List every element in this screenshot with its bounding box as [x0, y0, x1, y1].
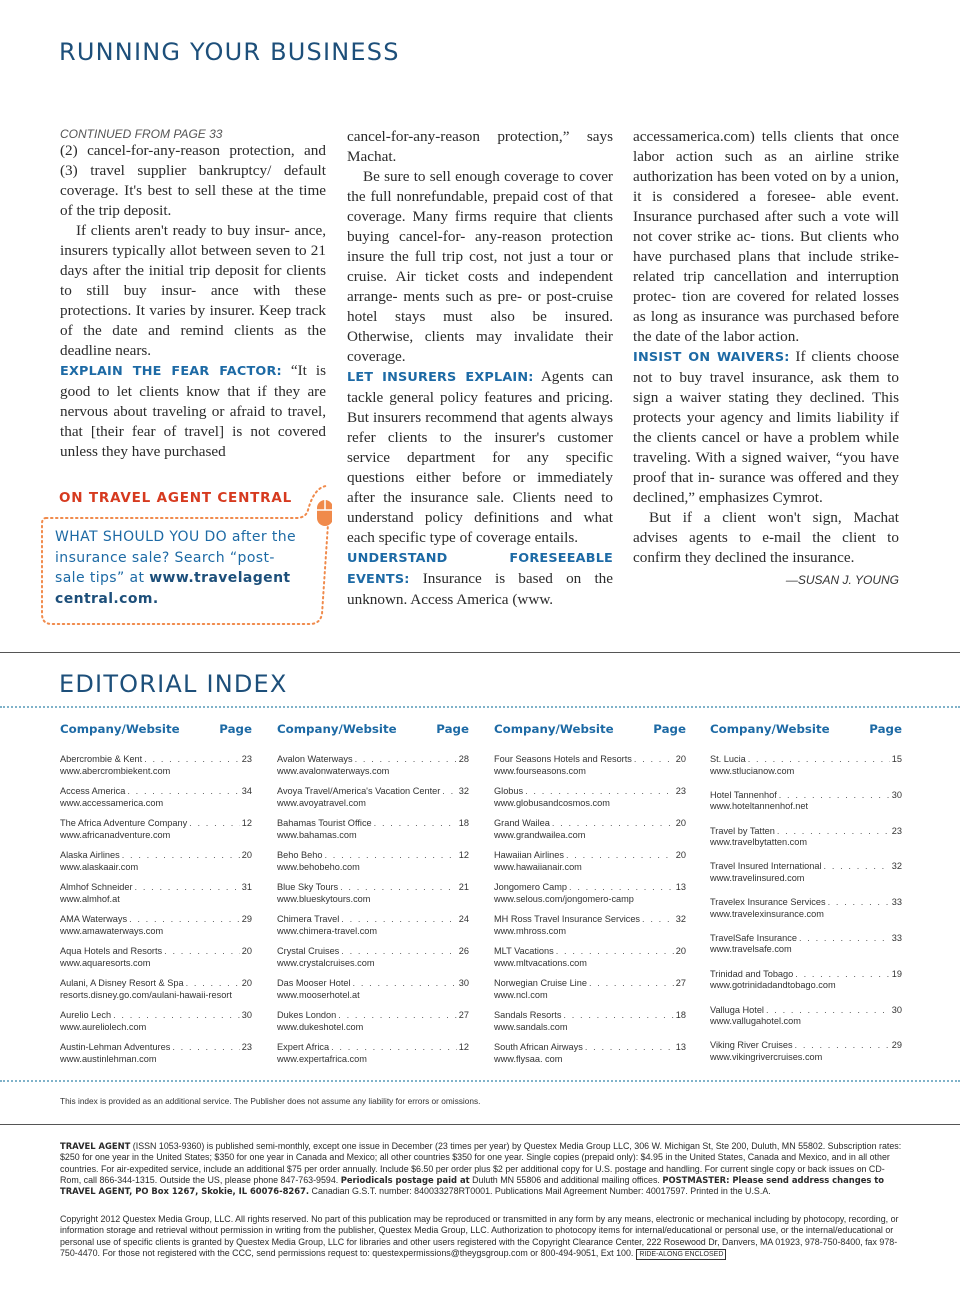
index-leader-dots: [164, 946, 240, 958]
index-leader-dots: [122, 850, 240, 862]
index-entry: [494, 946, 686, 978]
masthead-text: (ISSN 1053-9360) is published semi-monthly, except one issue in December (23 times per year) by Questex Media Group LLC, 306 W. Michigan St, Ste 200, Duluth, MN 55802. Subscription rates: $250 for one year in the United States; $350 for one year in Canada and Mexico; all other countries $350 for one year. Single copies (prepaid only): $4.95 in the United States, Canada and Mexico, and in all other countries. For air-expedited service, include an additional $75 per order annually. Include $6.50 per order plus $2 per additional copy for U.S. postage and handling. For current single copy or back issues on CD-Rom, call 866-344-1315. Outside the US, please phone 847-763-9594.: [60, 1141, 902, 1185]
index-top-rule: [0, 706, 960, 708]
index-header-company: Company/Website: [710, 722, 830, 736]
index-company-name: Globus: [494, 786, 524, 796]
copyright-text: Copyright 2012 Questex Media Group, LLC. All rights reserved. No part of this publication may be reproduced or transmitted in any form by any means, electronic or mechanical including by photocopy, recording, or information storage and retrieval without permission in writing from the publisher, Questex Media Group, LLC. Authorization to photocopy items for internal/educational or personal use, or the internal/educational or personal use of specific clients is granted by Questex Media Group, LLC for libraries and other users registered with the Copyright Clearance Center, 222 Rosewood Dr, Danvers, MA 01923, 978-750-8400, fax 978-750-4470. For those not registered with the CCC, send permissions request to: questexpermissions@theygsgroup.com or 800-494-9051, Ext 100.: [60, 1214, 899, 1258]
index-leader-dots: [585, 1042, 674, 1054]
index-company-name: Avalon Waterways: [277, 754, 353, 764]
index-entry: [60, 978, 252, 1010]
periodicals-label: Periodicals postage paid at: [340, 1174, 470, 1185]
section-divider: [0, 652, 960, 653]
index-website-link[interactable]: www.travelsafe.com: [710, 944, 792, 955]
index-company-name: Viking River Cruises: [710, 1040, 793, 1051]
index-header-company: Company/Website: [277, 722, 397, 736]
subhead-fear-factor: EXPLAIN THE FEAR FACTOR:: [60, 364, 282, 379]
index-column: [710, 722, 902, 1076]
index-page-number: 20: [675, 946, 686, 956]
index-leader-dots: [779, 790, 890, 802]
index-page-number: 27: [458, 1010, 469, 1020]
index-leader-dots: [556, 946, 674, 958]
index-company-name: Beho Beho: [277, 850, 323, 860]
index-company-name: Dukes London: [277, 1010, 337, 1020]
index-website-link[interactable]: resorts.disney.go.com/aulani-hawaii-resort: [60, 989, 232, 1000]
article-paragraph: accessamerica.com) tells clients that once labor action such as an airline strike authorization has been voted on by a union, it is considered a foresee- able event. Insurance purchased after such a vote will not cover strike ac- tions. But clients who have purchased plans that include strike-related trip cancellation and interruption protec- tion are covered for related losses as long as insurance was purchased before the date of the labor action.: [633, 128, 899, 345]
index-company-name: Hawaiian Airlines: [494, 850, 564, 860]
index-website-link[interactable]: www.aureliolech.com: [60, 1021, 147, 1032]
index-page-number: 20: [675, 818, 686, 828]
index-entry: [60, 850, 252, 882]
index-page-number: 24: [458, 914, 469, 924]
publication-name: TRAVEL AGENT: [60, 1141, 131, 1151]
index-leader-dots: [341, 914, 456, 926]
index-header: [60, 722, 252, 754]
index-leader-dots: [525, 786, 674, 798]
index-page-number: 18: [458, 818, 469, 828]
index-company-name: Chimera Travel: [277, 914, 340, 924]
index-entry: [494, 754, 686, 786]
subhead-insurers-explain: LET INSURERS EXPLAIN:: [347, 370, 534, 385]
index-header-page: Page: [869, 722, 902, 736]
index-leader-dots: [569, 882, 674, 894]
index-entry: [60, 946, 252, 978]
index-company-name: AMA Waterways: [60, 914, 128, 924]
article-text: Agents can tackle general policy features and pricing. But insurers recommend that agents always refer clients to the insurer's customer service department for any specific questions either before or immediately after the insurance sale. Clients need to understand policy definitions and what each specific type of coverage entails.: [347, 368, 613, 546]
index-page-number: 23: [891, 825, 902, 836]
index-entry: [277, 754, 469, 786]
index-entry: [277, 1010, 469, 1042]
index-leader-dots: [748, 754, 890, 766]
index-leader-dots: [353, 978, 457, 990]
index-company-name: MH Ross Travel Insurance Services: [494, 914, 641, 924]
index-leader-dots: [634, 754, 674, 766]
index-website-link[interactable]: www.stlucianow.com: [710, 765, 795, 776]
index-entry: [60, 882, 252, 914]
index-entry: [710, 826, 902, 862]
index-company-name: Access America: [60, 786, 126, 796]
index-website-link[interactable]: www.avoyatravel.com: [277, 797, 366, 808]
index-header-page: Page: [653, 722, 686, 736]
index-header-company: Company/Website: [494, 722, 614, 736]
index-website-link[interactable]: www.globusandcosmos.com: [494, 797, 610, 808]
index-entry: [494, 786, 686, 818]
index-website-link[interactable]: www.blueskytours.com: [277, 893, 371, 904]
index-entry: [710, 861, 902, 897]
index-page-number: 20: [675, 850, 686, 860]
index-website-link[interactable]: www.bahamas.com: [277, 829, 357, 840]
index-company-name: Jongomero Camp: [494, 882, 568, 892]
travel-agent-central-callout: [40, 484, 332, 626]
article-paragraph: (2) cancel-for-any-reason protection, and (3) travel supplier bankruptcy/ default coverage. It's best to sell these at the time of the trip deposit.: [60, 142, 326, 219]
index-leader-dots: [129, 914, 240, 926]
index-leader-dots: [135, 882, 240, 894]
index-company-name: Aulani, A Disney Resort & Spa: [60, 978, 184, 988]
index-leader-dots: [172, 1042, 239, 1054]
index-company-name: TravelSafe Insurance: [710, 932, 797, 943]
index-header-company: Company/Website: [60, 722, 180, 736]
index-page-number: 29: [241, 914, 252, 924]
index-page-number: 18: [675, 1010, 686, 1020]
article-paragraph: [347, 367, 613, 548]
index-page-number: 33: [891, 897, 902, 908]
index-page-number: 30: [891, 789, 902, 800]
index-website-link[interactable]: www.almhof.at: [60, 893, 120, 904]
article-column-3: [633, 127, 899, 590]
index-entry: [494, 1042, 686, 1074]
index-company-name: St. Lucia: [710, 754, 746, 764]
index-page-number: 30: [241, 1010, 252, 1020]
index-leader-dots: [324, 850, 456, 862]
index-website-link[interactable]: www.hoteltannenhof.net: [710, 801, 809, 812]
index-company-name: South African Airways: [494, 1042, 583, 1052]
callout-body: WHAT SHOULD YOU DO after the insurance sale? Search “post- sale tips” at: [55, 529, 297, 586]
index-company-name: Alaska Airlines: [60, 850, 120, 860]
index-page-number: 32: [675, 914, 686, 924]
index-leader-dots: [566, 850, 674, 862]
index-page-number: 32: [891, 861, 902, 872]
article-column-1: [60, 127, 326, 462]
index-entry: [277, 978, 469, 1010]
index-website-link[interactable]: www.mooserhotel.at: [277, 989, 360, 1000]
article-text: “It is good to let clients know that if they are nervous about traveling or afraid to travel, that [their fear of travel] is not covered unless they have purchased: [60, 362, 326, 460]
index-page-number: 20: [241, 850, 252, 860]
article-paragraph: [633, 347, 899, 508]
index-leader-dots: [777, 826, 890, 838]
index-page-number: 33: [891, 932, 902, 943]
index-entry: [60, 818, 252, 850]
index-page-number: 31: [241, 882, 252, 892]
index-website-link[interactable]: www.vallugahotel.com: [710, 1016, 801, 1027]
byline: —SUSAN J. YOUNG: [785, 573, 899, 587]
index-page-number: 20: [241, 978, 252, 988]
article-column-2: [347, 127, 613, 610]
article-paragraph: cancel-for-any-reason protection,” says Machat.: [347, 128, 613, 165]
index-entry: [494, 1010, 686, 1042]
index-company-name: Austin-Lehman Adventures: [60, 1042, 171, 1052]
index-website-link[interactable]: www.vikingrivercruises.com: [710, 1051, 823, 1062]
callout-heading: ON TRAVEL AGENT CENTRAL: [59, 490, 293, 506]
index-company-name: Trinidad and Tobago: [710, 968, 794, 979]
index-entry: [710, 1040, 902, 1076]
index-leader-dots: [113, 1010, 240, 1022]
index-page-number: 19: [891, 968, 902, 979]
index-entry: [60, 786, 252, 818]
copyright-notice: [60, 1214, 902, 1260]
index-website-link[interactable]: www.travelbytatten.com: [710, 837, 808, 848]
index-leader-dots: [642, 914, 674, 926]
index-leader-dots: [795, 1040, 890, 1052]
article-paragraph: [60, 361, 326, 462]
index-website-link[interactable]: www.travelinsured.com: [710, 872, 805, 883]
index-website-link[interactable]: www.behobeho.com: [277, 861, 360, 872]
index-leader-dots: [144, 754, 240, 766]
index-entry: [494, 914, 686, 946]
index-leader-dots: [552, 818, 674, 830]
index-leader-dots: [338, 1010, 457, 1022]
article-paragraph: If clients aren't ready to buy insur- ance, insurers typically allot between seven to 21 days after the initial trip deposit for clients to still buy insur- ance with these protections. It varies by insurer. Keep track of the date and remind clients as the deadline nears.: [60, 222, 326, 359]
index-entry: [277, 786, 469, 818]
index-disclaimer: This index is provided as an additional service. The Publisher does not assume any liability for errors or omissions.: [60, 1096, 481, 1106]
index-leader-dots: [331, 1042, 457, 1054]
callout-text: [55, 527, 305, 609]
index-company-name: Travel by Tatten: [710, 825, 775, 836]
index-company-name: Expert Africa: [277, 1042, 330, 1052]
masthead-statement: [60, 1141, 902, 1197]
mouse-icon: [317, 500, 332, 526]
index-entry: [710, 754, 902, 790]
index-entry: [710, 897, 902, 933]
index-leader-dots: [795, 969, 890, 981]
index-website-link[interactable]: www.aquaresorts.com: [60, 957, 151, 968]
index-page-number: 34: [241, 786, 252, 796]
index-company-name: Sandals Resorts: [494, 1010, 562, 1020]
index-page-number: 30: [891, 1004, 902, 1015]
index-leader-dots: [442, 786, 456, 798]
index-website-link[interactable]: www.selous.com/jongomero-camp: [494, 893, 634, 904]
index-company-name: Hotel Tannenhof: [710, 789, 777, 800]
index-page-number: 20: [675, 754, 686, 764]
index-page-number: 28: [458, 754, 469, 764]
index-website-link[interactable]: www.chimera-travel.com: [277, 925, 378, 936]
index-website-link[interactable]: www.amawaterways.com: [60, 925, 164, 936]
index-leader-dots: [563, 1010, 673, 1022]
index-company-name: Bahamas Tourist Office: [277, 818, 372, 828]
index-entry: [277, 818, 469, 850]
index-website-link[interactable]: www.gotrinidadandtobago.com: [710, 980, 836, 991]
index-leader-dots: [766, 1005, 890, 1017]
index-website-link[interactable]: www.mltvacations.com: [494, 957, 587, 968]
index-leader-dots: [374, 818, 457, 830]
index-page-number: 26: [458, 946, 469, 956]
index-header: [277, 722, 469, 754]
index-website-link[interactable]: www.crystalcruises.com: [277, 957, 375, 968]
index-entry: [494, 850, 686, 882]
section-title: RUNNING YOUR BUSINESS: [59, 38, 400, 66]
index-leader-dots: [127, 786, 239, 798]
index-website-link[interactable]: www.flysaa. com: [494, 1053, 563, 1064]
index-page-number: 20: [241, 946, 252, 956]
ride-along-badge: RIDE-ALONG ENCLOSED: [636, 1249, 726, 1260]
index-website-link[interactable]: www.dukeshotel.com: [277, 1021, 364, 1032]
index-website-link[interactable]: www.travelexinsurance.com: [710, 908, 824, 919]
index-website-link[interactable]: www.grandwailea.com: [494, 829, 586, 840]
index-entry: [494, 818, 686, 850]
article-paragraph: [347, 548, 613, 610]
index-leader-dots: [824, 861, 890, 873]
index-entry: [710, 1005, 902, 1041]
index-column: [277, 722, 469, 1074]
index-leader-dots: [186, 978, 240, 990]
index-title: EDITORIAL INDEX: [59, 670, 288, 698]
index-website-link[interactable]: www.austinlehman.com: [60, 1053, 157, 1064]
index-company-name: Abercrombie & Kent: [60, 754, 143, 764]
index-entry: [494, 978, 686, 1010]
index-company-name: Blue Sky Tours: [277, 882, 339, 892]
index-website-link[interactable]: www.accessamerica.com: [60, 797, 164, 808]
index-leader-dots: [341, 946, 456, 958]
index-leader-dots: [589, 978, 674, 990]
index-entry: [60, 1042, 252, 1074]
index-page-number: 13: [675, 1042, 686, 1052]
index-website-link[interactable]: www.fourseasons.com: [494, 765, 586, 776]
index-header: [710, 722, 902, 754]
index-entry: [60, 1010, 252, 1042]
index-page-number: 27: [675, 978, 686, 988]
index-company-name: MLT Vacations: [494, 946, 554, 956]
index-company-name: Crystal Cruises: [277, 946, 340, 956]
index-entry: [277, 882, 469, 914]
index-company-name: Grand Wailea: [494, 818, 550, 828]
index-column: [60, 722, 252, 1074]
index-company-name: Travelex Insurance Services: [710, 897, 826, 908]
index-entry: [277, 946, 469, 978]
index-company-name: Avoya Travel/America's Vacation Center: [277, 786, 441, 796]
index-company-name: Four Seasons Hotels and Resorts: [494, 754, 632, 764]
subhead-foreseeable-events: UNDERSTAND FORESEEABLE EVENTS:: [347, 551, 613, 587]
index-column: [494, 722, 686, 1074]
index-header-page: Page: [436, 722, 469, 736]
continued-label: CONTINUED FROM PAGE 33: [60, 127, 223, 141]
index-page-number: 29: [891, 1040, 902, 1051]
index-entry: [60, 754, 252, 786]
article-text: Insurance is based on the unknown. Access America (www.: [347, 570, 613, 608]
postmaster-label: POSTMASTER:: [662, 1174, 730, 1185]
index-entry: [277, 914, 469, 946]
index-entry: [710, 969, 902, 1005]
index-company-name: Aurelio Lech: [60, 1010, 112, 1020]
index-entry: [277, 850, 469, 882]
index-leader-dots: [828, 897, 890, 909]
index-company-name: Valluga Hotel: [710, 1004, 764, 1015]
index-header-page: Page: [219, 722, 252, 736]
index-company-name: Travel Insured International: [710, 861, 822, 872]
postmaster-text: Please send address changes to TRAVEL AGENT, PO Box 1267, Skokie, IL 60076-8267.: [60, 1174, 885, 1197]
index-website-link[interactable]: www.mhross.com: [494, 925, 566, 936]
index-company-name: Norwegian Cruise Line: [494, 978, 587, 988]
index-page-number: 15: [891, 754, 902, 764]
index-leader-dots: [340, 882, 457, 894]
index-website-link[interactable]: www.africanadventure.com: [60, 829, 171, 840]
index-page-number: 23: [675, 786, 686, 796]
index-page-number: 13: [675, 882, 686, 892]
index-company-name: Almhof Schneider: [60, 882, 133, 892]
index-website-link[interactable]: www.abercrombiekent.com: [60, 765, 171, 776]
index-page-number: 23: [241, 1042, 252, 1052]
index-website-link[interactable]: www.expertafrica.com: [277, 1053, 367, 1064]
index-header: [494, 722, 686, 754]
index-leader-dots: [355, 754, 457, 766]
index-page-number: 30: [458, 978, 469, 988]
article-text: If clients choose not to buy travel insurance, ask them to sign a waiver stating they declined. This protects your agency and limits liability if the clients cancel or have a problem while traveling. With a signed waiver, “you have proof that in- surance was offered and they declined,” emphasizes Cymrot.: [633, 348, 899, 506]
index-page-number: 12: [458, 850, 469, 860]
index-entry: [710, 790, 902, 826]
subhead-insist-waivers: INSIST ON WAIVERS:: [633, 350, 790, 365]
index-leader-dots: [189, 818, 240, 830]
index-website-link[interactable]: www.ncl.com: [494, 989, 548, 1000]
footer-divider: [0, 1124, 960, 1125]
index-page-number: 32: [458, 786, 469, 796]
index-website-link[interactable]: www.avalonwaterways.com: [277, 765, 390, 776]
article-paragraph: Be sure to sell enough coverage to cover the full nonrefundable, prepaid cost of that coverage. Many firms require that clients buying cancel-for- any-reason protection insure the full trip cost, not just a tour or cruise. Air ticket costs and independent arrange- ments such as pre- or post-cruise hotel stays must also be insured. Otherwise, clients may invalidate their coverage.: [347, 168, 613, 365]
index-bottom-rule: [0, 1080, 960, 1082]
travelagentcentral-link[interactable]: www.travelagent central.com.: [55, 570, 291, 607]
index-website-link[interactable]: www.hawaiianair.com: [494, 861, 582, 872]
index-page-number: 12: [458, 1042, 469, 1052]
index-entry: [277, 1042, 469, 1074]
index-page-number: 12: [241, 818, 252, 828]
index-entry: [494, 882, 686, 914]
index-leader-dots: [799, 933, 890, 945]
index-company-name: The Africa Adventure Company: [60, 818, 188, 828]
index-entry: [710, 933, 902, 969]
index-company-name: Das Mooser Hotel: [277, 978, 351, 988]
index-website-link[interactable]: www.alaskaair.com: [60, 861, 139, 872]
masthead-text: Duluth MN 55806 and additional mailing offices.: [469, 1174, 660, 1185]
index-company-name: Aqua Hotels and Resorts: [60, 946, 163, 956]
article-paragraph: But if a client won't sign, Machat advises agents to e-mail the client to confirm they declined the insurance.: [633, 509, 899, 566]
masthead-text: Canadian G.S.T. number: 840033278RT0001. Publications Mail Agreement Number: 40017597. Printed in the U.S.A.: [309, 1186, 771, 1197]
index-entry: [60, 914, 252, 946]
index-page-number: 21: [458, 882, 469, 892]
index-page-number: 23: [241, 754, 252, 764]
index-website-link[interactable]: www.sandals.com: [494, 1021, 568, 1032]
